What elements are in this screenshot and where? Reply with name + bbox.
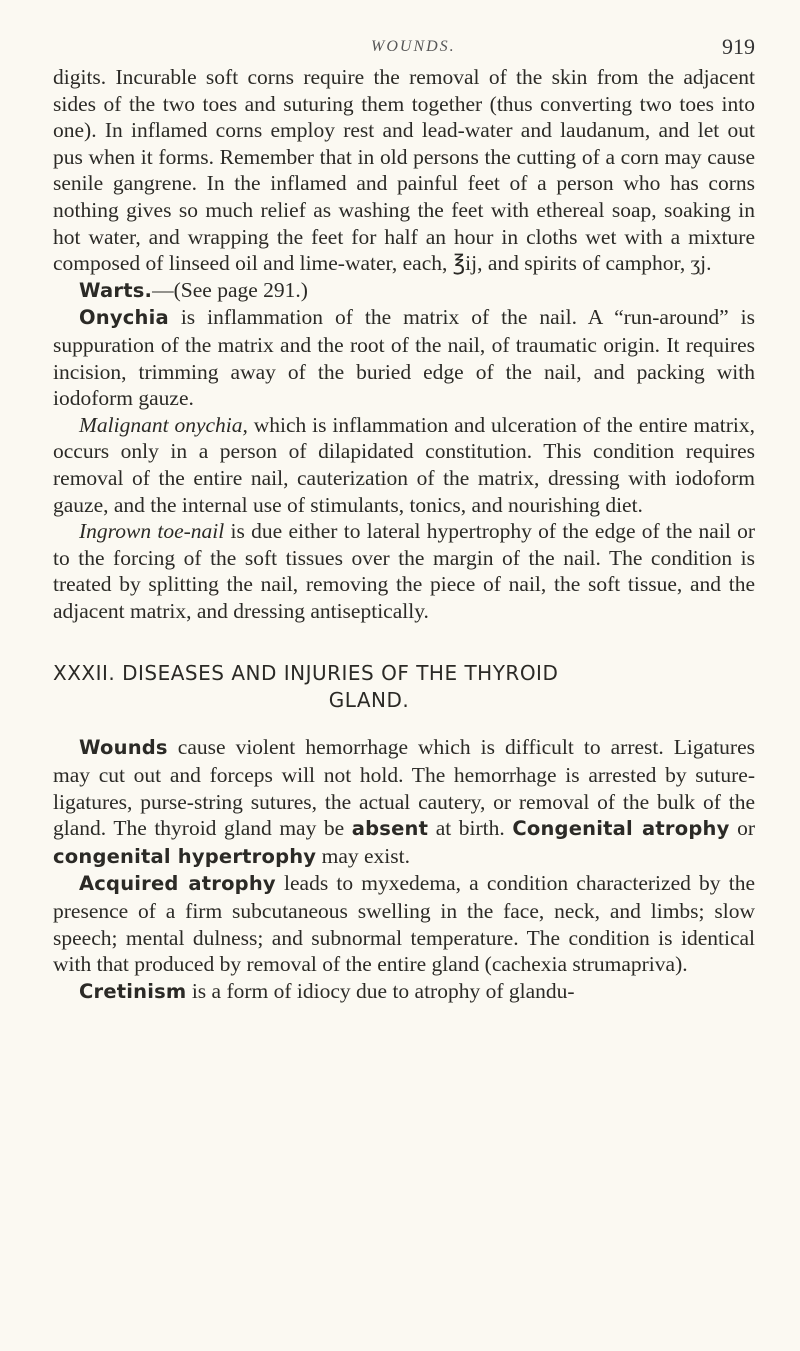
paragraph-thyroid-wounds	[53, 734, 755, 870]
absent-text: at birth.	[428, 816, 513, 841]
term-absent: absent	[351, 817, 429, 841]
may-exist-text: may exist.	[316, 843, 410, 868]
running-head	[53, 0, 755, 64]
wounds-text: cause violent hemorrhage which is difficult to arrest. Ligatures may cut out and forceps will not hold. The hemorrhage is arrested by suture-ligatures, purse-string sutures, the actual cautery, or removal of the bulk of the gland. The thyroid gland may be	[53, 735, 755, 841]
paragraph-warts	[53, 277, 755, 305]
term-ingrown-toe-nail: Ingrown toe-nail	[79, 519, 225, 544]
term-congenital-atrophy: Congenital atrophy	[512, 817, 730, 841]
chapter-heading	[53, 660, 755, 714]
running-title: WOUNDS.	[371, 38, 456, 55]
warts-text: —(See page 291.)	[152, 277, 308, 302]
term-cretinism: Cretinism	[79, 979, 187, 1003]
cretinism-text: is a form of idiocy due to atrophy of glandu-	[186, 978, 575, 1003]
paragraph-cretinism	[53, 978, 755, 1006]
ingrown-toe-nail-text: is due either to lateral hypertrophy of the edge of the nail or to the forcing of the soft tissues over the margin of the nail. The condition is treated by splitting the nail, removing the piece of nail, the soft tissue, and the adjacent matrix, and dressing antiseptically.	[53, 519, 755, 623]
paragraph-corns	[53, 64, 755, 277]
term-wounds: Wounds	[79, 736, 168, 760]
paragraph-malignant-onychia	[53, 412, 755, 518]
term-onychia: Onychia	[79, 306, 169, 330]
chapter-heading-line1: XXXII. DISEASES AND INJURIES OF THE THYROID	[53, 661, 559, 686]
paragraph-onychia	[53, 304, 755, 411]
corns-text: digits. Incurable soft corns require the removal of the skin from the adjacent sides of the two toes and suturing them together (thus converting two toes into one). In inflamed corns employ rest and lead-water and laudanum, and let out pus when it forms. Remember that in old persons the cutting of a corn may cause senile gangrene. In the inflamed and painful feet of a person who has corns nothing gives so much relief as washing the feet with ethereal soap, soaking in hot water, and wrapping the feet for half an hour in cloths wet with a mixture composed of linseed oil and lime-water, each, ℥ij, and spirits of camphor, ʒj.	[53, 65, 755, 276]
paragraph-acquired-atrophy	[53, 870, 755, 977]
malignant-onychia-text: which is inflammation and ulceration of the entire matrix, occurs only in a person of dilapidated constitution. This condition requires removal of the entire nail, cauterization of the matrix, dressing with iodoform gauze, and the internal use of stimulants, tonics, and nourishing diet.	[53, 412, 756, 517]
term-malignant-onychia: Malignant onychia,	[79, 412, 248, 437]
term-warts: Warts.	[79, 278, 153, 302]
book-page	[53, 0, 755, 1005]
chapter-heading-line2: GLAND.	[328, 688, 410, 713]
or-text: or	[729, 816, 755, 841]
term-acquired-atrophy: Acquired atrophy	[79, 872, 276, 896]
page-number: 919	[722, 34, 755, 59]
term-congenital-hypertrophy: congenital hypertrophy	[53, 844, 317, 868]
paragraph-ingrown-toe-nail	[53, 518, 755, 624]
acquired-atrophy-text: leads to myxedema, a condition characterized by the presence of a firm subcutaneous swelling in the face, neck, and limbs; slow speech; mental dulness; and subnormal temperature. The condition is identical with that produced by removal of the entire gland (cachexia strumapriva).	[53, 871, 756, 977]
onychia-text: is inflammation of the matrix of the nail. A “run-around” is suppuration of the matrix and the root of the nail, of traumatic origin. It requires incision, trimming away of the buried edge of the nail, and packing with iodoform gauze.	[53, 305, 755, 411]
